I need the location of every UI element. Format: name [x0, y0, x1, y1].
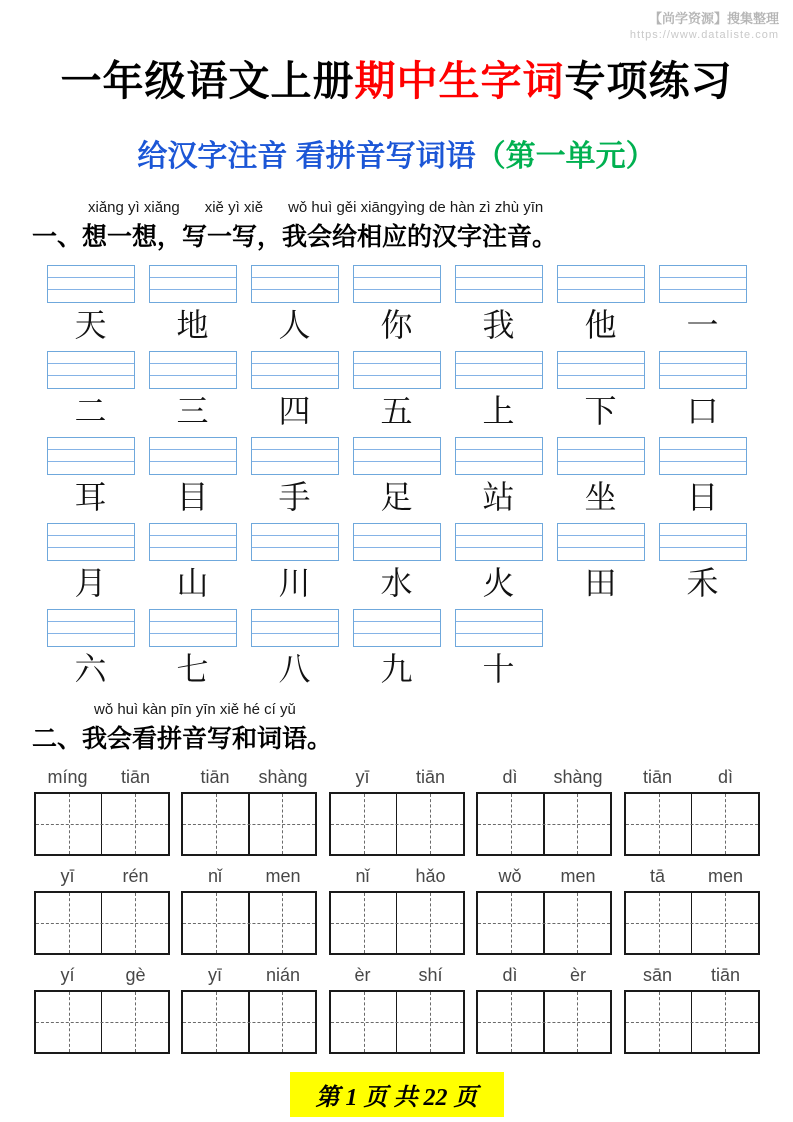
hanzi-character: 站	[482, 479, 515, 515]
tianzige-writing-box[interactable]	[34, 990, 170, 1054]
page-title	[32, 48, 761, 107]
word-group	[181, 767, 317, 856]
tianzige-writing-box[interactable]	[329, 792, 465, 856]
word-pinyin	[476, 866, 612, 887]
word-group	[34, 866, 170, 955]
character-cell	[142, 437, 244, 519]
word-pinyin	[624, 767, 760, 788]
word-group	[34, 965, 170, 1054]
character-cell	[346, 609, 448, 691]
pinyin-syllable: dì	[717, 767, 733, 787]
character-cell	[244, 609, 346, 691]
hanzi-character: 禾	[686, 565, 719, 601]
pinyin-syllable: yī	[355, 767, 370, 787]
character-cell	[652, 351, 754, 433]
pinyin-four-line-grid[interactable]	[557, 437, 645, 475]
character-cell	[40, 351, 142, 433]
hanzi-character: 他	[584, 307, 617, 343]
pinyin-syllable: yī	[207, 965, 222, 985]
pinyin-four-line-grid[interactable]	[47, 351, 135, 389]
pinyin-four-line-grid[interactable]	[149, 265, 237, 303]
pinyin-four-line-grid[interactable]	[47, 437, 135, 475]
hanzi-character: 水	[380, 565, 413, 601]
footer	[32, 1072, 761, 1117]
word-group	[476, 965, 612, 1054]
pinyin-four-line-grid[interactable]	[557, 523, 645, 561]
pinyin-syllable: shàng	[553, 767, 603, 787]
title-part3: 专项练习	[564, 58, 733, 104]
hanzi-character: 山	[176, 565, 209, 601]
tianzige-writing-box[interactable]	[34, 891, 170, 955]
tianzige-writing-box[interactable]	[181, 891, 317, 955]
tianzige-writing-box[interactable]	[34, 792, 170, 856]
word-pinyin	[181, 767, 317, 788]
hanzi-character: 川	[278, 565, 311, 601]
hanzi-character: 二	[74, 393, 107, 429]
word-pinyin	[329, 767, 465, 788]
title-part2-highlight: 期中生字词	[354, 58, 565, 104]
tianzige-writing-box[interactable]	[476, 891, 612, 955]
character-cell	[346, 437, 448, 519]
character-cell	[142, 265, 244, 347]
word-pinyin	[181, 866, 317, 887]
word-pinyin	[34, 866, 170, 887]
tianzige-writing-box[interactable]	[476, 792, 612, 856]
hanzi-character: 八	[278, 651, 311, 687]
word-row	[34, 965, 760, 1054]
pinyin-syllable: tiān	[200, 767, 230, 787]
pinyin-four-line-grid[interactable]	[455, 351, 543, 389]
character-cell	[448, 437, 550, 519]
word-pinyin	[476, 767, 612, 788]
tianzige-writing-box[interactable]	[624, 891, 760, 955]
pinyin-four-line-grid[interactable]	[353, 351, 441, 389]
character-cell	[40, 437, 142, 519]
hanzi-character: 一	[686, 307, 719, 343]
tianzige-writing-box[interactable]	[181, 990, 317, 1054]
hanzi-character: 我	[482, 307, 515, 343]
character-row	[40, 265, 754, 347]
hanzi-character: 五	[380, 393, 413, 429]
subtitle-unit: （第一单元）	[475, 140, 656, 173]
pinyin-syllable: dì	[502, 965, 518, 985]
character-cell	[652, 523, 754, 605]
character-cell	[142, 523, 244, 605]
tianzige-writing-box[interactable]	[329, 891, 465, 955]
pinyin-four-line-grid[interactable]	[659, 523, 747, 561]
character-cell	[244, 437, 346, 519]
pinyin-four-line-grid[interactable]	[251, 437, 339, 475]
pinyin-syllable: shàng	[258, 767, 308, 787]
section2-heading: 二、我会看拼音写和词语。	[32, 726, 333, 753]
pinyin-syllable: rén	[122, 866, 149, 886]
hanzi-character: 田	[584, 565, 617, 601]
pinyin-syllable: tiān	[642, 767, 673, 787]
hanzi-character: 七	[176, 651, 209, 687]
word-group	[624, 767, 760, 856]
subtitle	[32, 131, 761, 175]
character-cell	[142, 351, 244, 433]
hanzi-character: 耳	[74, 479, 107, 515]
hanzi-character: 月	[74, 565, 107, 601]
pinyin-four-line-grid[interactable]	[353, 265, 441, 303]
word-pinyin	[34, 965, 170, 986]
word-group	[624, 965, 760, 1054]
character-cell	[346, 265, 448, 347]
word-group	[329, 866, 465, 955]
hanzi-character: 口	[686, 393, 719, 429]
word-group	[34, 767, 170, 856]
character-cell	[550, 265, 652, 347]
pinyin-syllable: nǐ	[355, 866, 370, 886]
section1-rows	[40, 265, 754, 691]
character-row	[40, 437, 754, 519]
character-cell	[346, 523, 448, 605]
pinyin-syllable: tiān	[415, 767, 446, 787]
character-cell	[652, 437, 754, 519]
pinyin-syllable: men	[707, 866, 743, 886]
word-row	[34, 866, 760, 955]
tianzige-writing-box[interactable]	[624, 792, 760, 856]
pinyin-four-line-grid[interactable]	[353, 437, 441, 475]
character-cell	[550, 351, 652, 433]
pinyin-four-line-grid[interactable]	[659, 265, 747, 303]
tianzige-writing-box[interactable]	[329, 990, 465, 1054]
word-group	[181, 866, 317, 955]
hanzi-character: 火	[482, 565, 515, 601]
character-cell	[244, 265, 346, 347]
pinyin-syllable: hǎo	[415, 866, 446, 886]
pinyin-four-line-grid[interactable]	[251, 523, 339, 561]
section2-heading-pinyin: wǒ huì kàn pīn yīn xiě hé cí yǔ	[94, 701, 296, 718]
title-part1: 一年级语文上册	[60, 58, 355, 104]
hanzi-character: 坐	[584, 479, 617, 515]
pinyin-four-line-grid[interactable]	[47, 265, 135, 303]
character-row	[40, 523, 754, 605]
pinyin-four-line-grid[interactable]	[455, 609, 543, 647]
word-group	[329, 965, 465, 1054]
pinyin-four-line-grid[interactable]	[455, 523, 543, 561]
pinyin-syllable: èr	[569, 965, 586, 985]
watermark	[630, 8, 779, 41]
pinyin-four-line-grid[interactable]	[149, 351, 237, 389]
section1-heading-pinyin: xiǎng yì xiǎng xiě yì xiě wǒ huì gěi xiāngyìng de hàn zì zhù yīn	[88, 199, 544, 216]
character-cell	[142, 609, 244, 691]
word-group	[181, 965, 317, 1054]
character-cell	[652, 265, 754, 347]
character-cell	[40, 523, 142, 605]
hanzi-character: 四	[278, 393, 311, 429]
word-pinyin	[624, 866, 760, 887]
hanzi-character: 六	[74, 651, 107, 687]
word-pinyin	[329, 965, 465, 986]
pinyin-syllable: yí	[60, 965, 75, 985]
tianzige-writing-box[interactable]	[624, 990, 760, 1054]
pinyin-four-line-grid[interactable]	[47, 609, 135, 647]
pinyin-four-line-grid[interactable]	[149, 523, 237, 561]
character-cell	[448, 351, 550, 433]
pinyin-four-line-grid[interactable]	[353, 523, 441, 561]
character-cell	[448, 523, 550, 605]
pinyin-four-line-grid[interactable]	[557, 351, 645, 389]
section2-rows	[34, 767, 760, 1054]
watermark-source: 【尚学资源】搜集整理	[648, 11, 779, 26]
pinyin-four-line-grid[interactable]	[47, 523, 135, 561]
word-group	[476, 866, 612, 955]
pinyin-syllable: míng	[47, 767, 88, 787]
hanzi-character: 九	[380, 651, 413, 687]
word-pinyin	[34, 767, 170, 788]
pinyin-syllable: wǒ	[498, 866, 522, 886]
pinyin-four-line-grid[interactable]	[659, 437, 747, 475]
section1-heading: 一、想一想，写一写，我会给相应的汉字注音。	[32, 224, 558, 251]
character-cell	[550, 523, 652, 605]
pinyin-syllable: nián	[265, 965, 301, 985]
page-number-badge: 第 1 页 共 22 页	[290, 1072, 504, 1117]
word-pinyin	[181, 965, 317, 986]
word-pinyin	[329, 866, 465, 887]
pinyin-four-line-grid[interactable]	[455, 265, 543, 303]
character-cell	[448, 609, 550, 691]
hanzi-character: 三	[176, 393, 209, 429]
pinyin-four-line-grid[interactable]	[557, 265, 645, 303]
hanzi-character: 足	[380, 479, 413, 515]
pinyin-four-line-grid[interactable]	[251, 609, 339, 647]
character-cell	[346, 351, 448, 433]
word-pinyin	[476, 965, 612, 986]
word-group	[329, 767, 465, 856]
hanzi-character: 目	[176, 479, 209, 515]
pinyin-syllable: nǐ	[207, 866, 222, 886]
pinyin-syllable: sān	[642, 965, 673, 985]
hanzi-character: 上	[482, 393, 515, 429]
pinyin-four-line-grid[interactable]	[251, 265, 339, 303]
hanzi-character: 下	[584, 393, 617, 429]
character-cell	[40, 265, 142, 347]
character-row	[40, 609, 754, 691]
character-cell	[244, 523, 346, 605]
pinyin-four-line-grid[interactable]	[659, 351, 747, 389]
word-group	[476, 767, 612, 856]
character-row	[40, 351, 754, 433]
word-pinyin	[624, 965, 760, 986]
pinyin-four-line-grid[interactable]	[353, 609, 441, 647]
pinyin-syllable: èr	[354, 965, 371, 985]
pinyin-syllable: men	[265, 866, 301, 886]
pinyin-syllable: tiān	[710, 965, 741, 985]
pinyin-syllable: men	[560, 866, 596, 886]
pinyin-syllable: shí	[418, 965, 443, 985]
character-cell	[448, 265, 550, 347]
hanzi-character: 十	[482, 651, 515, 687]
character-cell	[40, 609, 142, 691]
pinyin-four-line-grid[interactable]	[455, 437, 543, 475]
pinyin-syllable: gè	[125, 965, 146, 985]
pinyin-syllable: dì	[502, 767, 518, 787]
hanzi-character: 手	[278, 479, 311, 515]
character-cell	[244, 351, 346, 433]
watermark-url: https://www.dataliste.com	[629, 29, 779, 41]
hanzi-character: 你	[380, 307, 413, 343]
tianzige-writing-box[interactable]	[476, 990, 612, 1054]
pinyin-four-line-grid[interactable]	[149, 437, 237, 475]
word-row	[34, 767, 760, 856]
hanzi-character: 天	[74, 307, 107, 343]
subtitle-main: 给汉字注音 看拼音写词语	[137, 140, 476, 173]
pinyin-syllable: yī	[60, 866, 75, 886]
hanzi-character: 人	[278, 307, 311, 343]
pinyin-four-line-grid[interactable]	[251, 351, 339, 389]
word-group	[624, 866, 760, 955]
pinyin-syllable: tā	[649, 866, 665, 886]
tianzige-writing-box[interactable]	[181, 792, 317, 856]
pinyin-syllable: tiān	[120, 767, 151, 787]
hanzi-character: 地	[176, 307, 209, 343]
hanzi-character: 日	[686, 479, 719, 515]
character-cell	[550, 437, 652, 519]
pinyin-four-line-grid[interactable]	[149, 609, 237, 647]
